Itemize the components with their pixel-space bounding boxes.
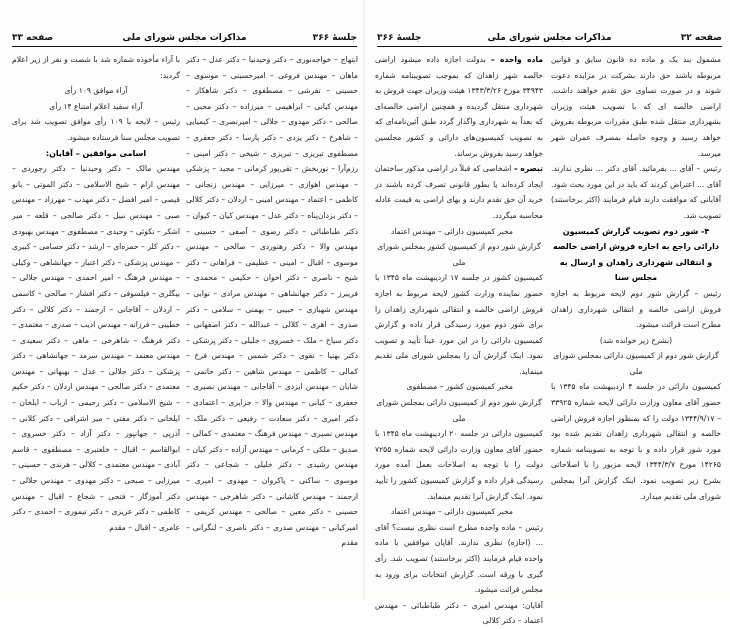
centered-line: گزارش شور دوم از کمیسیون دارائی بمجلس شورای ملی xyxy=(376,398,542,423)
paragraph: مهندس مالک – دکتر وحیدنیا – دکتر رجوردی – مهندس ارام – شیخ الاسلامی – دکتر الموتی – بانو قیصی – امیر افضل – دکتر مهذب – مهرزاد – مهندس صبی – مهندس نبیل – دکتر صالحی – قلعه – میر اشکر – نکوئی – وحیدی – مصطفوی – مهندس بهبودی – دکتر کلر – حمزه‌ای – ارشد – دکتر حسامی – کبیری – مهندس پزشکی – دکتر اعتبار – جهانشاهی – وکیلی – مهندس فرهنگ – امیر احمدی – مهندس جلالی – بیگلری – فیلسوفی – دکتر افشار – صالحی – کاسمی – اردلان – آقاجانی – ارجمند – دکتر کلالی – دکتر خطیبی – فرزانه – مهندس ادیب – صدری – معتمدی – دکتر فرهنگ – شاهرخی – ماهی – دکتر سعیدی – مهندس معتمد – مهندس سرمد – جهانشاهی – دکتر پزشکی – دکتر جلالی – عدل – بهبهانی – مهندس معتمدی – دکتر صالحی – مهندس اردلان – دکتر حکیم – شیخ الاسلامی – دکتر رحیمی – ارباب – ایلخان – ایلخانی – دکتر مفتی – میر اشرافی – دکتر کلانی – آذرپی – جهانپور – دکتر آزاد – دکتر خسروی – ابوالقاسم – اقبال – خلعتبری – مصطفوی – قاسم آبادی – مهندس معتمدی – کلالی – هرندی – حسینی – میرزایی – صبحی – دکتر مهدوی – مهندس جلالی – دکتر آموزگار – فتحی – شجاع – اقبال – مهندس کاظمی – دکتر عزیزی – دکتر تیموری – احمدی – دکتر عامری – اقبال – مقدم xyxy=(12,164,180,532)
paragraph xyxy=(375,52,543,161)
paragraph: کمیسیون دارائی در جلسه ۲۰ اردیبهشت ماه ۱۳۴۵ با حضور آقای معاون وزارت دارائی لایحه شماره ۷۲۵۵ دولت را با توجه به اصلاحات بعمل آمده مورد رسیدگی قرار داده و گزارش کمیسیون کشور را تأیید نمود. اینک گزارش آنرا تقدیم مینماید. xyxy=(375,429,544,501)
text-column-left xyxy=(12,52,180,592)
paragraph-text: بدولت اجازه داده میشود اراضی خالصه شهر زاهدان که بموجب تصویبنامه شماره ۳۴۹۴۳ مورخ ۱۳۴۳/۳/۲۶ هیئت وزیران جهت فروش به شهرداری منتقل گردیده و همچنین اراضی خالصه‌ای که بعداً به شهرداری واگذار گردد طبق آئین‌نامه‌ای که به تصویب کمیسیون‌های دارائی و کشور مجلسین خواهد رسید بفروش برساند. xyxy=(375,55,543,158)
paragraph: رئیس – گزارش شور دوم لایحه مربوط به اجازه فروش اراضی خالصه و انتقالی شهرداری زاهدان مطرح است قرائت میشود. xyxy=(551,288,721,330)
text-column-right xyxy=(186,52,358,592)
paragraph: کمیسیون دارائی در جلسه ۴ اردیبهشت ماه ۱۳۴۵ با حضور آقای معاون وزارت دارائی لایحه شماره ۳۳۹۲۵ – ۱۳۴۴/۹/۱۷ دولت را که بمنظور اجازه فروش اراضی خالصه و انتقالی شهرداری زاهدان تقدیم شده بود مورد شور قرار داده و با توجه به تصویبنامه شماره ۱۴۲۶۵ مورخ ۱۳۴۴/۳/۷ لایحه مزبور را با اصلاحاتی بشرح زیر تصویب نمود. اینک گزارش آنرا بمجلس شورای ملی تقدیم میدارد. xyxy=(551,382,721,501)
paragraph-lead: تبصره – xyxy=(513,164,543,174)
header-title: مذاکرات مجلس شورای ملی xyxy=(122,33,247,43)
session-number: جلسهٔ ۳۶۶ xyxy=(377,33,422,43)
paragraph xyxy=(375,161,543,223)
paragraph-text: اشخاصی که قبلاً در اراضی مذکور ساختمان ایجاد کرده‌اند یا بطور قانونی تصرف کرده باشند در خرید آن حق تقدم دارند و بهای اراضی به قیمت عادله محاسبه میگردد. xyxy=(375,164,543,220)
paragraph: با آراء مأخوذه شماره شد با شصت و نفر از زیر اعلام گردید: xyxy=(12,55,180,80)
centered-line: آراء سفید اعلام امتناع ۱۴ رأی xyxy=(49,101,143,111)
paragraph: رئیس – لایحه با ۱۰۹ رأی موافق تصویب شد برای تصویب مجلس سنا فرستاده میشود. xyxy=(12,117,180,142)
signature: مخبر کمیسیون دارائی – مهندس اعتماد xyxy=(390,507,513,517)
text-column-right xyxy=(551,52,721,592)
centered-line: گزارش شور دوم از کمیسیون دارائی بمجلس شورای ملی xyxy=(553,351,719,376)
page-number: صفحه ۳۲ xyxy=(680,33,722,43)
paragraph-lead: ماده واحده – xyxy=(490,55,543,64)
page-number: صفحه ۳۳ xyxy=(12,33,54,43)
centered-line: گزارش شور دوم از کمیسیون کشور بمجلس شورای ملی xyxy=(377,242,541,267)
centered-line: آراء موافق ۱۰۹ رأی xyxy=(64,86,128,96)
paragraph: آقایان: مهندس امیری – دکتر طباطبائی – مهندس اعتماد – دکتر کلالی xyxy=(375,600,543,626)
page-header xyxy=(12,30,357,47)
signature: مخبر کمیسیون کشور – مصطفوی xyxy=(406,382,513,392)
right-page xyxy=(365,0,730,626)
paragraph: رئیس – ماده واحده مطرح است نظری نیست؟ آقای ... (اجازه) نظری ندارند. آقایان موافقین با ماده واحده قیام فرمایند (اکثر برخاستند) تصویب شد. رأی گیری با ورقه است. گزارش انتخابات برای ورود به مجلس قرائت میشود. xyxy=(375,522,543,595)
section-heading: ۴- شور دوم تصویب گزارش کمیسیون دارائی راجع به اجازه فروش اراضی خالصه و انتقالی شهرداری زاهدان و ارسال به مجلس سنا xyxy=(553,226,719,283)
paragraph: کمیسیون کشور در جلسه ۱۷ اردیبهشت ماه ۱۳۴۵ با حضور نماینده وزارت کشور لایحه مربوط به اجازه فروش اراضی خالصه و انتقالی شهرداری زاهدان را برای شور دوم مورد رسیدگی قرار داده و گزارش کمیسیون دارائی را در این مورد عیناً تأیید و تصویب نمود. اینک گزارش آن را بمجلس شورای ملی تقدیم مینماید. xyxy=(375,273,543,376)
signature: مخبر کمیسیون دارائی – مهندس اعتماد xyxy=(390,226,513,236)
left-page xyxy=(0,0,365,600)
paragraph: ابتهاج – خواجه‌نوری – دکتر وحیدنیا – دکتر عدل – دکتر ماهان – مهندس فروغی – امیرحسینی – موسوی – حسینی – تفرشی – مصطفوی – دکتر شاهکار – مهندس کیانی – ابراهیمی – میرزاده – دکتر محبی – صالحی – دکتر مهدوی – جلالی – امیرنصری – کیمیایی – شاهرخ – دکتر یزدی – دکتر پارسا – دکتر جعفری – مصطفوی تبریزی – تبریزی – شیخی – دکتر امینی – رزم‌آرا – نوربخش – تقی‌پور کرمانی – مجید – پزشکی – مهندس اهوازی – میرزایی – مهندس زنجانی – کاظمی – اعتماد – مهندس امینی – اردلان – دکتر کلالی – دکتر یزدان‌پناه – دکتر عدل – مهندس کیان – کیوان – دکتر طباطبائی – دکتر رضوی – آصفی – حسینی – مهندس والا – دکتر رهنوردی – صالحی – مهندس موسوی – اقبال – امینی – عظیمی – فراهانی – دکتر شیخ – ناصری – دکتر اخوان – حکیمی – محمدی – فریبرز – دکتر جهانشاهی – مهندس مرادی – نوابی – مهندس شهبازی – حبیبی – بهمنی – سلامی – دکتر صدری – اهری – کلالی – عبدالله – دکتر اصفهانی – دکتر سیاح – ملک – خسروی – جلیلی – دکتر پزشکی – دکتر بهنیا – تقوی – دکتر شمس – مهندس فرخ – کمالی – کاظمی – مهندس شاهین – دکتر حاتمی – شایان – مهندس ایزدی – آقاجانی – مهندس نصیری – جعفری – کیانی – مهندس والا – جزایری – اعتمادی – دکتر امیری – دکتر سعادت – رفیعی – دکتر ملک – مهندس نصیری – مهندس فرهنگ – معتمدی – کمالی – صدیق – ملکی – کرمانی – مهندس آزاده – دکتر کیان – مهندس رشیدی – دکتر خلیلی – شجاعی – دکتر موسوی – ساکنی – پاکروان – مهدوی – امیری – ارجمند – مهندس کاشانی – دکتر شاهرخی – مهندس حسینی – دکتر معین – صالحی – مهندس کریمی – امیرکیانی – مهندس صدری – دکتر ناصری – لنگرانی – مقدم xyxy=(186,55,358,548)
text-column-left xyxy=(375,52,544,626)
section-heading: اسامی موافقین – آقایان: xyxy=(45,148,147,158)
page-header xyxy=(377,30,722,47)
session-number: جلسهٔ ۳۶۶ xyxy=(312,33,357,43)
paragraph: رئیس – آقای ... بفرمائید. آقای دکتر ... نظری ندارند. آقای ... اعتراض کردند که باید در این مورد بحث شود. آقایانی که موافقت دارند قیام فرمایند (اکثر برخاستند) تصویب شد. xyxy=(551,164,721,220)
paragraph: مشمول بند یک و ماده ده قانون سابق و قوانین مربوطه باشند حق دارند بشرکت در مزایده دعوت شوند و در صورت تساوی حق تقدم خواهند داشت. اراضی خالصه ای که با تصویب هیئت وزیران بشهرداری منتقل شده طبق مقررات مربوطه بفروش خواهد رسید و وجوه حاصله بمصرف عمران شهر میرسد. xyxy=(551,55,721,158)
centered-line: (بشرح زیر خوانده شد) xyxy=(599,335,673,345)
header-title: مذاکرات مجلس شورای ملی xyxy=(487,33,612,43)
